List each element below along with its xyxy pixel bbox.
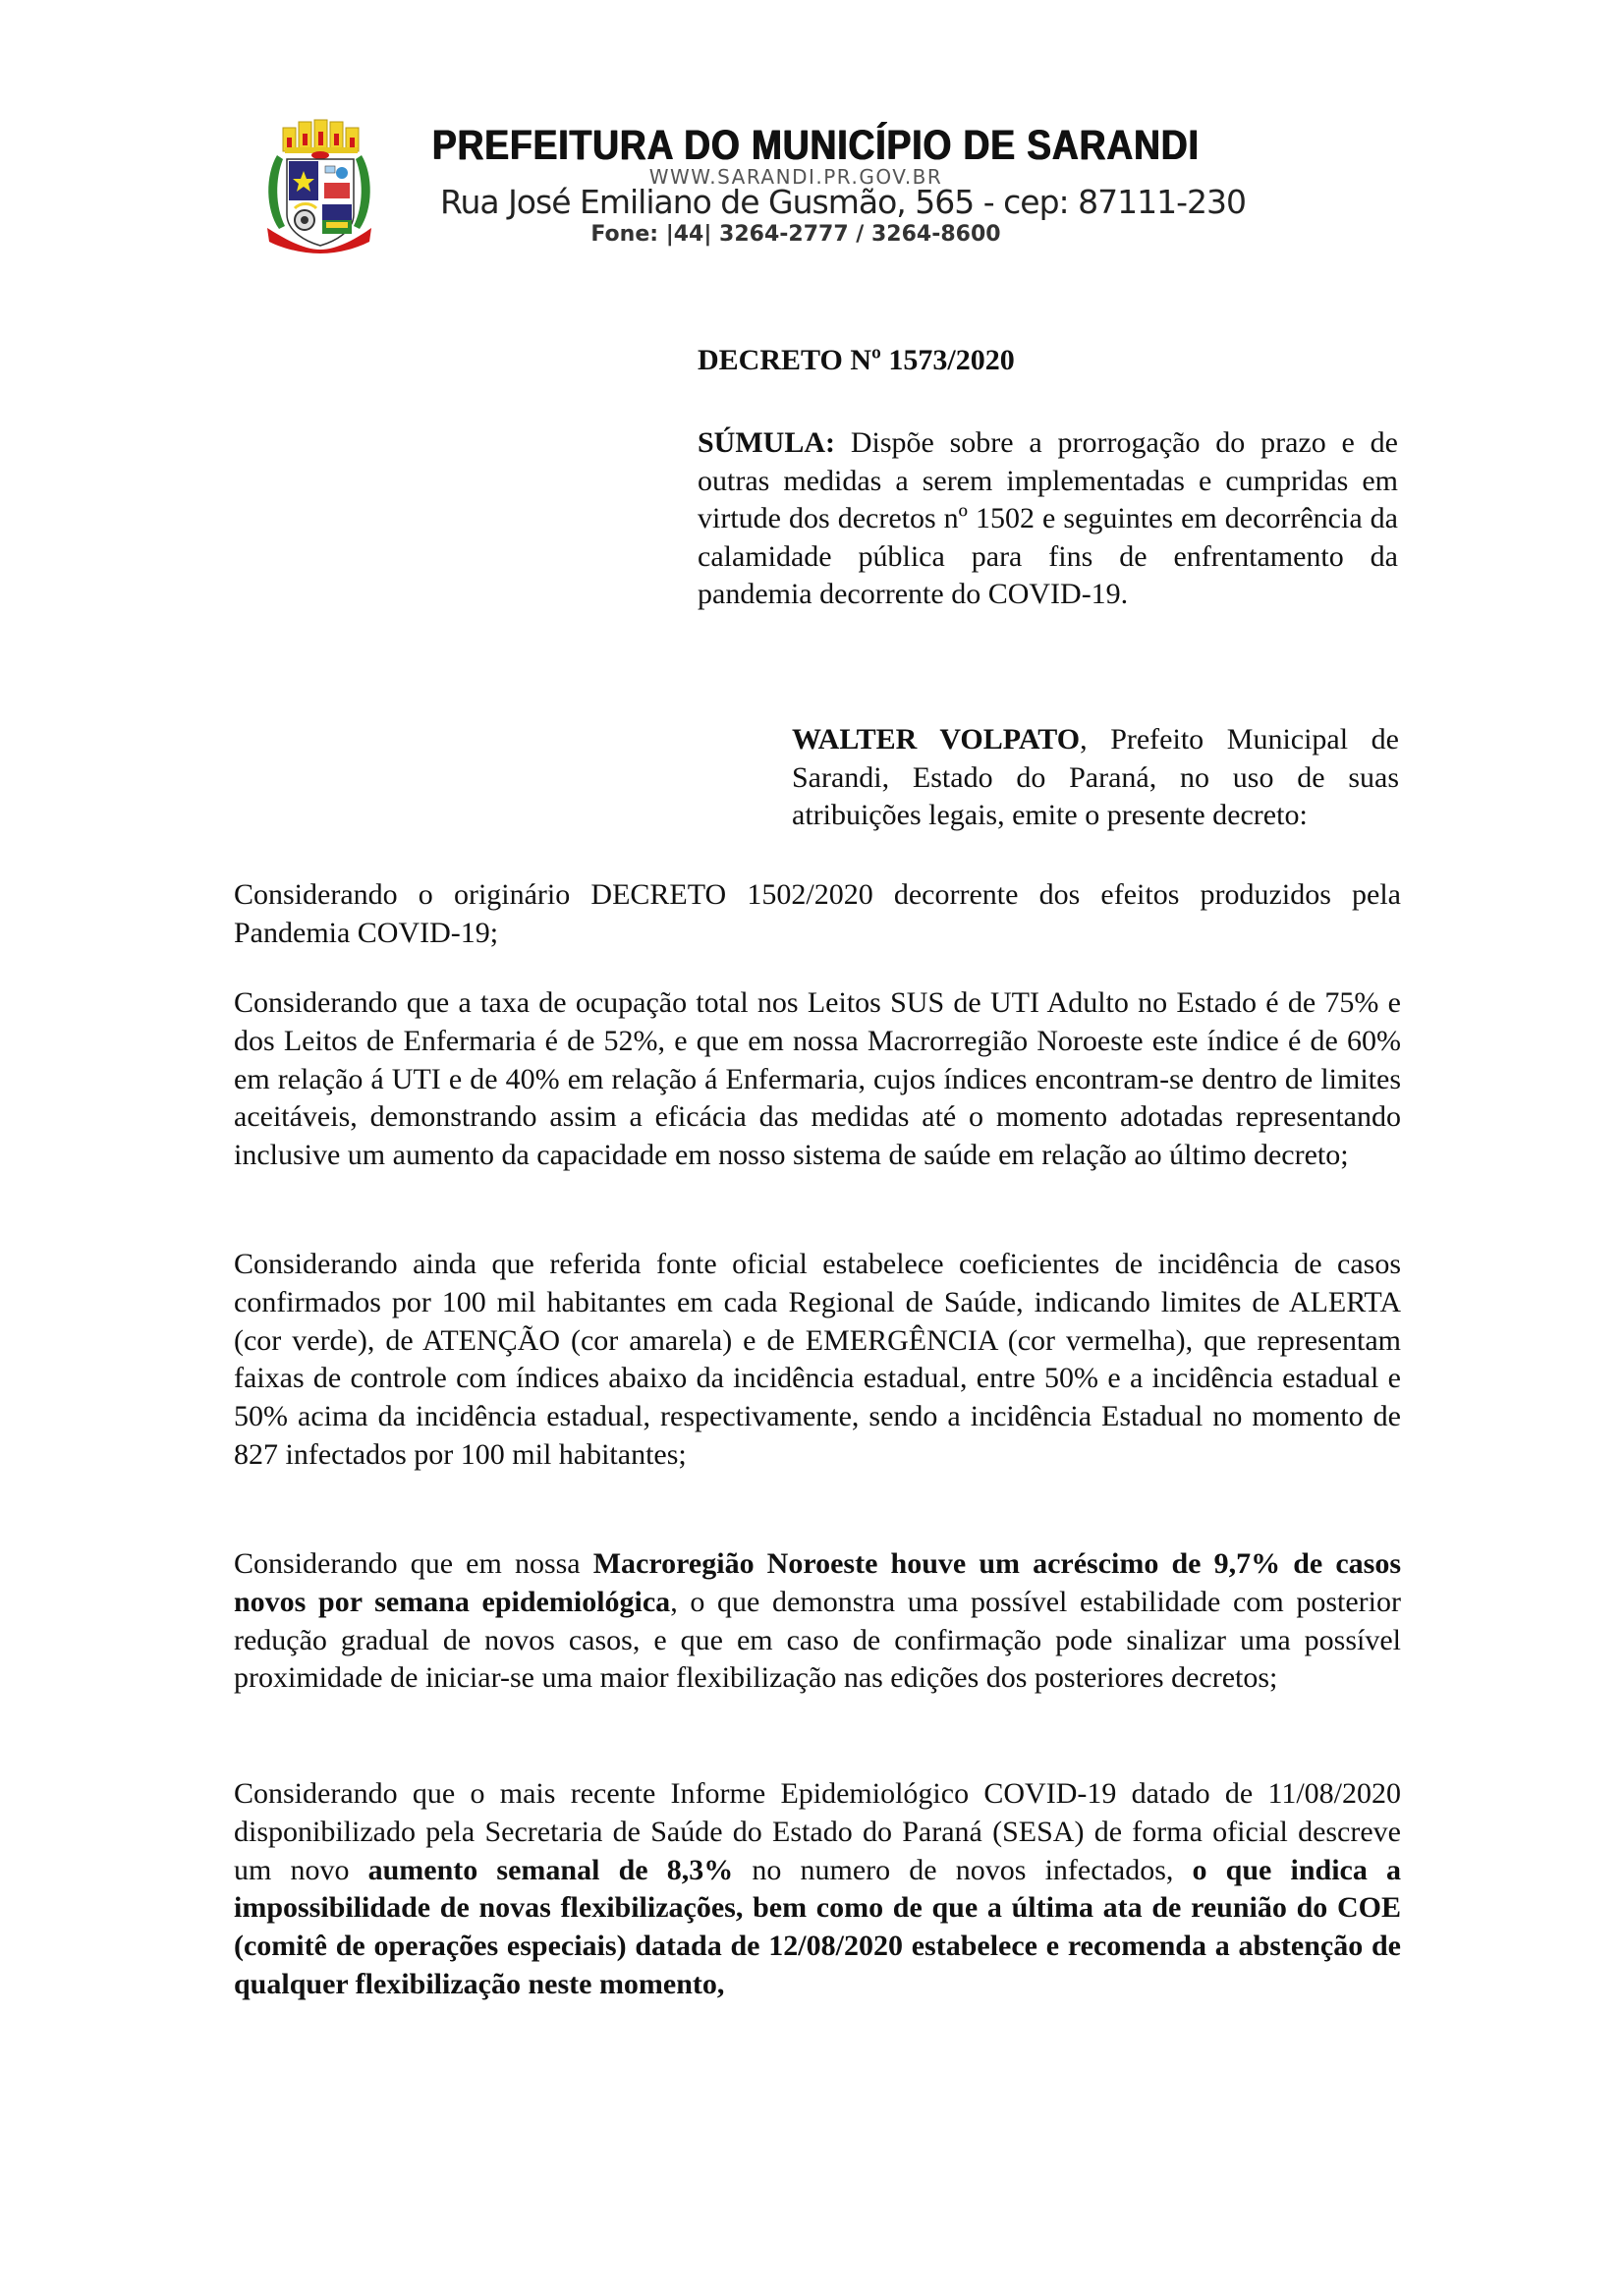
p4-bold-highlight: Macroregião Noroeste houve um acréscimo de 9,7% de casos novos por semana epidemiológica [234,1547,1401,1618]
p4-text-a: Considerando que em nossa [234,1547,593,1580]
preamble-text: , Prefeito Municipal de Sarandi, Estado do Paraná, no uso de suas atribuições legais, emite o presente decreto: [792,723,1399,831]
p5-text-c: no numero de novos infectados, [733,1853,1193,1886]
letterhead-address: Rua José Emiliano de Gusmão, 565 - cep: 87111-230 [440,183,1247,221]
mayor-name: WALTER VOLPATO [792,723,1081,756]
crown-icon [283,120,359,159]
considerando-paragraph-4 [234,1545,1401,1698]
p4-text-c: , o que demonstra uma possível estabilidade com posterior redução gradual de novos casos, e que em caso de confirmação pode sinalizar uma possível proximidade de iniciar-se uma maior flexibilização nas edições dos posteriores decretos; [234,1585,1401,1695]
sumula-label: SÚMULA: [698,426,835,459]
p5-bold-increase: aumento semanal de 8,3% [367,1853,734,1886]
coat-of-arms-icon [263,116,373,253]
considerando-paragraph-3: Considerando ainda que referida fonte oficial estabelece coeficientes de incidência de casos confirmados por 100 mil habitantes em cada Regional de Saúde, indicando limites de ALERTA (cor verde), de ATENÇÃO (cor amarela) e de EMERGÊNCIA (cor vermelha), que representam faixas de controle com índices abaixo da incidência estadual, entre 50% e a incidência estadual e 50% acima da incidência estadual, respectivamente, sendo a incidência Estadual no momento de 827 infectados por 100 mil habitantes; [234,1248,1401,1471]
shield-icon [287,159,354,246]
right-branch-icon [354,155,370,229]
left-branch-icon [268,155,285,229]
decree-title: DECRETO Nº 1573/2020 [698,344,1015,376]
considerando-paragraph-1: Considerando o originário DECRETO 1502/2020 decorrente dos efeitos produzidos pela Pandemia COVID-19; [234,878,1401,949]
coat-of-arms-graphic [263,116,373,253]
considerando-paragraph-5 [234,1775,1401,2004]
sumula-text: Dispõe sobre a prorrogação do prazo e de outras medidas a serem implementadas e cumpridas em virtude dos decretos nº 1502 e seguintes em decorrência da calamidade pública para fins de enfrentamento da pandemia decorrente do COVID-19. [698,426,1398,610]
letterhead-title: PREFEITURA DO MUNICÍPIO DE SARANDI [432,122,1200,169]
preamble-paragraph [792,721,1399,835]
p5-text-a: Considerando que o mais recente Informe Epidemiológico COVID-19 datado de 11/08/2020 disponibilizado pela Secretaria de Saúde do Estado do Paraná (SESA) de forma oficial descreve um novo [234,1777,1401,1886]
letterhead-phone: Fone: |44| 3264-2777 / 3264-8600 [590,222,1001,247]
considerando-paragraph-2: Considerando que a taxa de ocupação total nos Leitos SUS de UTI Adulto no Estado é de 75% e dos Leitos de Enfermaria é de 52%, e que em nossa Macrorregião Noroeste este índice é de 60% em relação á UTI e de 40% em relação á Enfermaria, cujos índices encontram-se dentro de limites aceitáveis, demonstrando assim a eficácia das medidas até o momento adotadas representando inclusive um aumento da capacidade em nosso sistema de saúde em relação ao último decreto; [234,986,1401,1172]
sumula-paragraph [698,424,1398,614]
letterhead-website: WWW.SARANDI.PR.GOV.BR [648,165,943,189]
p5-bold-conclusion: o que indica a impossibilidade de novas flexibilizações, bem como de que a última ata de reunião do COE (comitê de operações especiais) datada de 12/08/2020 estabelece e recomenda a abstenção de qualquer flexibilização neste momento, [234,1853,1401,2000]
